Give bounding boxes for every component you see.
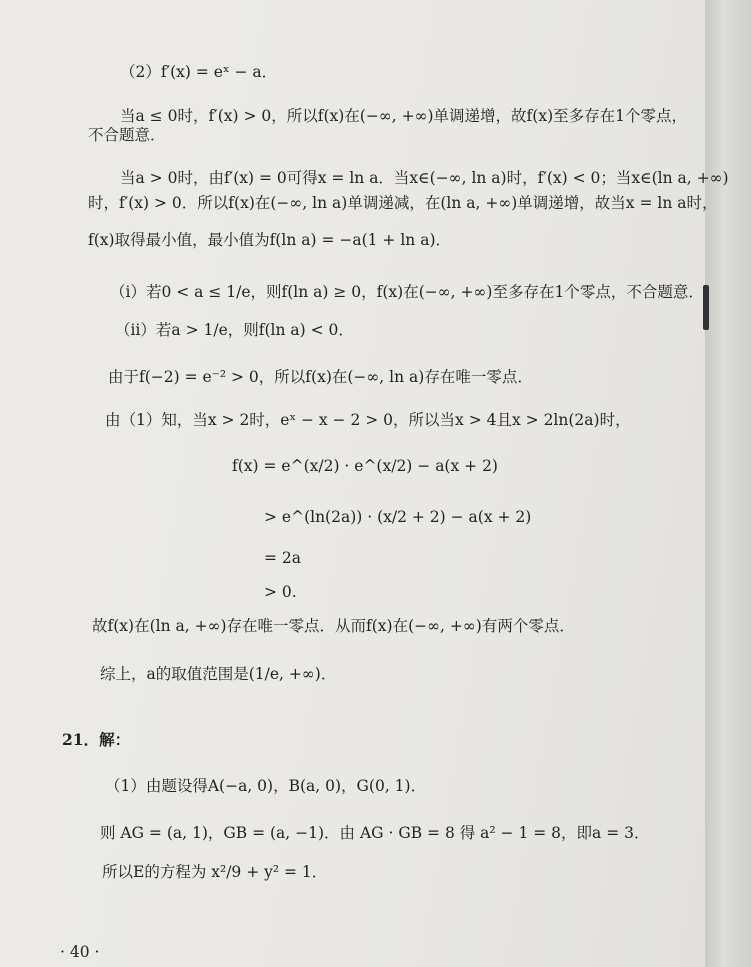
text-line: 所以E的方程为 x²/9 + y² = 1． [102, 863, 328, 881]
text-line: 当a > 0时，由f′(x) = 0可得x = ln a．当x∈(−∞, ln a)时，f′(x) < 0；当x∈(ln a, +∞) [120, 169, 729, 187]
text-line: 由于f(−2) = e⁻² > 0，所以f(x)在(−∞, ln a)存在唯一零点． [108, 368, 533, 386]
equation-line: > 0. [264, 583, 297, 601]
text-line: （1）由题设得A(−a, 0)，B(a, 0)，G(0, 1)． [105, 777, 427, 795]
text-line: （ⅰ）若0 < a ≤ 1/e，则f(ln a) ≥ 0，f(x)在(−∞, +∞)至多存在1个零点，不合题意． [110, 283, 704, 301]
text-line: 则 AG = (a, 1)，GB = (a, −1)．由 AG · GB = 8 得 a² − 1 = 8，即a = 3． [100, 824, 650, 842]
text-line: 不合题意． [88, 126, 166, 144]
text-line: 由（1）知，当x > 2时，eˣ − x − 2 > 0，所以当x > 4且x > 2ln(2a)时， [105, 411, 631, 429]
question-number: 21．解： [62, 730, 131, 749]
next-page-edge [705, 0, 751, 967]
equation-line: = 2a [264, 549, 302, 567]
text-line: 综上，a的取值范围是(1/e, +∞)． [100, 665, 337, 683]
text-line: （2）f′(x) = eˣ − a． [120, 63, 278, 81]
text-line: （ⅱ）若a > 1/e，则f(ln a) < 0． [115, 321, 354, 339]
equation-line: > e^(ln(2a)) · (x/2 + 2) − a(x + 2) [264, 508, 532, 526]
equation-line: f(x) = e^(x/2) · e^(x/2) − a(x + 2) [232, 457, 498, 475]
page-number: · 40 · [60, 943, 100, 961]
text-line: 当a ≤ 0时，f′(x) > 0，所以f(x)在(−∞, +∞)单调递增，故f(x)至多存在1个零点， [120, 107, 687, 125]
text-line: f(x)取得最小值，最小值为f(ln a) = −a(1 + ln a)． [88, 231, 451, 249]
text-line: 故f(x)在(ln a, +∞)存在唯一零点．从而f(x)在(−∞, +∞)有两个零点． [92, 617, 575, 635]
binder-clip [703, 285, 709, 330]
text-line: 时，f′(x) > 0．所以f(x)在(−∞, ln a)单调递减，在(ln a, +∞)单调递增，故当x = ln a时， [88, 194, 718, 212]
